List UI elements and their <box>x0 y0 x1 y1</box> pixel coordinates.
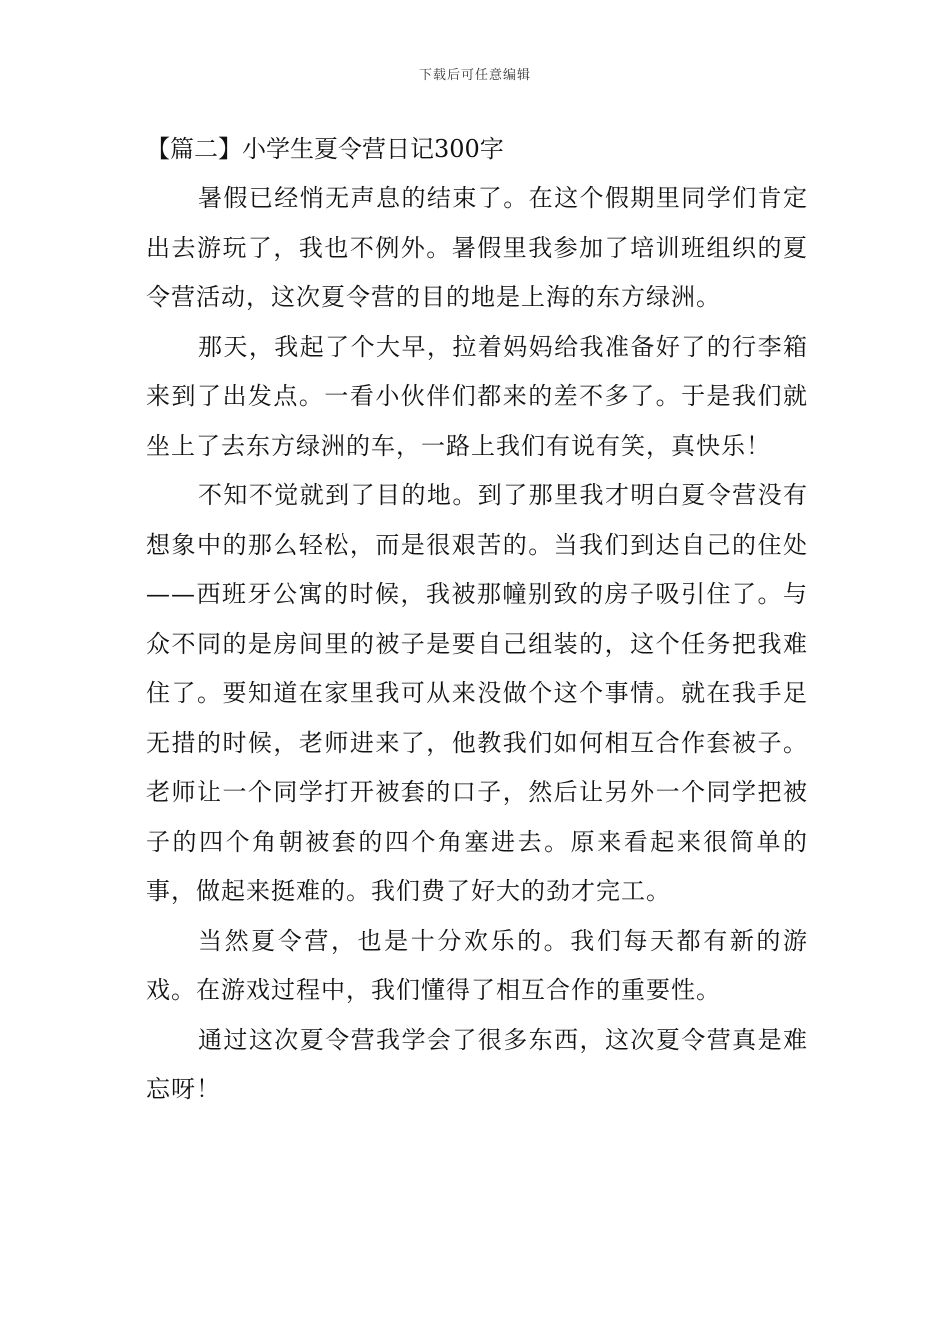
page-header-note: 下载后可任意编辑 <box>418 68 531 83</box>
document-title: 【篇二】小学生夏令营日记300字 <box>146 135 504 163</box>
document-body <box>146 174 808 1115</box>
paragraph: 通过这次夏令营我学会了很多东西，这次夏令营真是难忘呀！ <box>146 1025 808 1103</box>
paragraph: 不知不觉就到了目的地。到了那里我才明白夏令营没有想象中的那么轻松，而是很艰苦的。当我们到达自己的住处——西班牙公寓的时候，我被那幢别致的房子吸引住了。与众不同的是房间里的被子是要自己组装的，这个任务把我难住了。要知道在家里我可从来没做个这个事情。就在我手足无措的时候，老师进来了，他教我们如何相互合作套被子。老师让一个同学打开被套的口子，然后让另外一个同学把被子的四个角朝被套的四个角塞进去。原来看起来很简单的事，做起来挺难的。我们费了好大的劲才完工。 <box>146 481 808 905</box>
paragraph: 暑假已经悄无声息的结束了。在这个假期里同学们肯定出去游玩了，我也不例外。暑假里我参加了培训班组织的夏令营活动，这次夏令营的目的地是上海的东方绿洲。 <box>146 184 808 311</box>
paragraph: 当然夏令营，也是十分欢乐的。我们每天都有新的游戏。在游戏过程中，我们懂得了相互合作的重要性。 <box>146 926 808 1004</box>
paragraph: 那天，我起了个大早，拉着妈妈给我准备好了的行李箱来到了出发点。一看小伙伴们都来的差不多了。于是我们就坐上了去东方绿洲的车，一路上我们有说有笑，真快乐！ <box>146 332 808 460</box>
